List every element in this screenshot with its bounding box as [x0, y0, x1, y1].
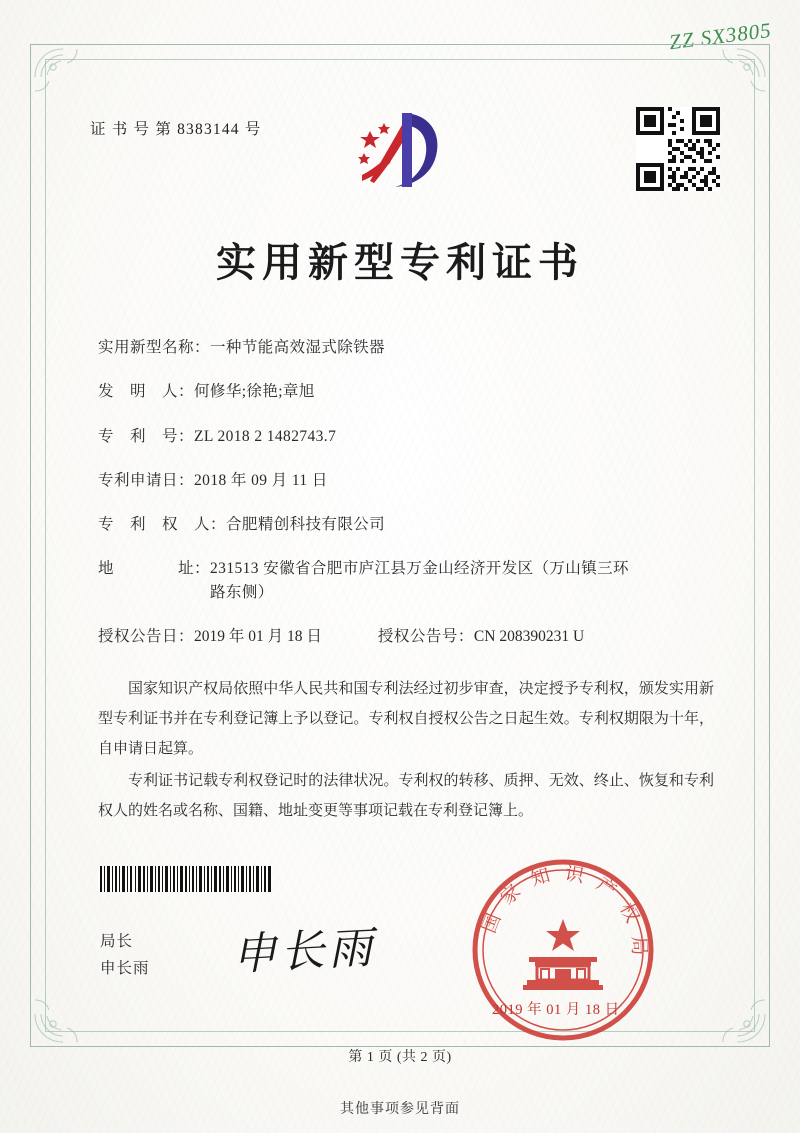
field-label: 专利申请日：: [98, 471, 195, 489]
corner-ornament-icon: [705, 982, 767, 1044]
certificate-number: 证 书 号 第 8383144 号: [90, 121, 262, 138]
handwritten-reference-note: ZZ SX3805: [667, 17, 774, 55]
corner-ornament-icon: [33, 982, 95, 1044]
field-label: 专 利 号：: [98, 427, 195, 445]
field-value: 一种节能高效湿式除铁器: [210, 339, 385, 356]
field-value: 合肥精创科技有限公司: [226, 516, 386, 533]
legal-text: [80, 674, 720, 826]
field-row-grant-announcement: [98, 625, 720, 648]
page-number: 第 1 页 (共 2 页): [348, 1050, 452, 1065]
seal-date: 2019 年 01 月 18 日: [492, 1002, 620, 1018]
legal-paragraph-2: 专利证书记载专利权登记时的法律状况。专利权的转移、质押、无效、终止、恢复和专利权人的姓名或名称、国籍、地址变更等事项记载在专利登记簿上。: [98, 773, 714, 819]
footer-note: 其他事项参见背面: [340, 1102, 460, 1117]
field-label: 实用新型名称：: [98, 339, 211, 356]
field-row-address: [98, 557, 720, 604]
svg-text:国 家 知 识 产 权 局: 国 家 知 识 产 权 局: [478, 863, 650, 960]
cnipa-logo-icon: [340, 103, 460, 199]
field-list: [80, 336, 720, 648]
field-row-patent-number: [98, 425, 720, 448]
field-label: 地 址：: [98, 560, 211, 578]
signature-name-label: 申长雨: [100, 960, 150, 978]
field-value-grant-date: 2019 年 01 月 18 日: [194, 627, 322, 645]
field-label: 专 利 权 人：: [98, 516, 227, 533]
field-label-grant-number: 授权公告号：: [377, 627, 474, 645]
field-label: 发 明 人：: [98, 383, 195, 401]
field-row-inventors: [98, 380, 720, 403]
grant-number-group: [378, 625, 584, 648]
field-value: 何修华;徐艳;章旭: [194, 383, 315, 401]
legal-paragraph-1: 国家知识产权局依照中华人民共和国专利法经过初步审查，决定授予专利权，颁发实用新型专利证书并在专利登记簿上予以登记。专利权自授权公告之日起生效。专利权期限为十年，自申请日起算。: [98, 681, 714, 757]
qr-code: [636, 107, 720, 191]
field-row-patentee: [98, 513, 720, 536]
header-row: [80, 95, 720, 205]
field-label-grant-date: 授权公告日：: [98, 627, 195, 645]
signature-role-label: 局长: [100, 933, 134, 950]
field-value: ZL 2018 2 1482743.7: [194, 427, 337, 445]
handwritten-signature: 申长雨: [231, 923, 378, 980]
field-row-invention-name: [98, 336, 720, 359]
page-title: 实用新型专利证书: [216, 240, 584, 285]
field-value-grant-number: CN 208390231 U: [473, 627, 585, 645]
field-value: 231513 安徽省合肥市庐江县万金山经济开发区（万山镇三环路东侧）: [210, 560, 629, 601]
field-row-application-date: [98, 469, 720, 492]
barcode: [98, 866, 273, 892]
field-value: 2018 年 09 月 11 日: [194, 471, 328, 489]
signature-block: [100, 928, 150, 982]
certificate-content: [80, 95, 720, 828]
